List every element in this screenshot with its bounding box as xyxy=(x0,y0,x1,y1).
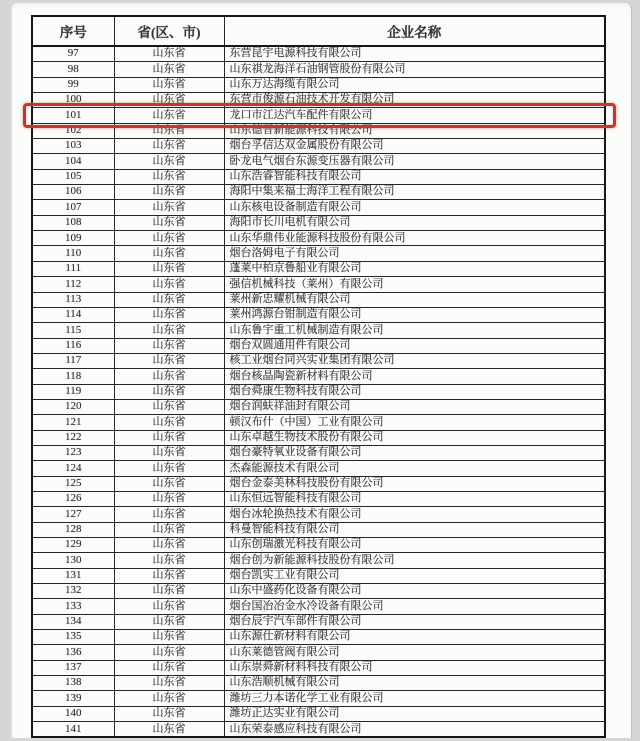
cell-company: 蓬莱中柏京鲁船业有限公司 xyxy=(224,261,605,276)
cell-province: 山东省 xyxy=(114,445,224,460)
table-body xyxy=(32,46,605,737)
table-row xyxy=(32,660,605,675)
cell-province: 山东省 xyxy=(114,77,224,92)
cell-serial: 113 xyxy=(32,292,114,307)
table-row xyxy=(32,722,605,738)
cell-company: 东营市俊源石油技术开发有限公司 xyxy=(224,93,605,108)
cell-company: 顿汉布什（中国）工业有限公司 xyxy=(224,415,605,430)
cell-company: 山东万达海缆有限公司 xyxy=(224,77,605,92)
cell-province: 山东省 xyxy=(114,722,224,738)
cell-serial: 128 xyxy=(32,522,114,537)
cell-serial: 136 xyxy=(32,645,114,660)
cell-company: 潍坊三力本诺化学工业有限公司 xyxy=(224,691,605,706)
cell-company: 龙口市江达汽车配件有限公司 xyxy=(224,108,605,123)
table-row xyxy=(32,568,605,583)
table-row xyxy=(32,399,605,414)
cell-company: 海阳市长川电机有限公司 xyxy=(224,215,605,230)
cell-serial: 106 xyxy=(32,185,114,200)
cell-province: 山东省 xyxy=(114,660,224,675)
cell-province: 山东省 xyxy=(114,476,224,491)
table-row xyxy=(32,614,605,629)
table-row xyxy=(32,338,605,353)
table-row xyxy=(32,169,605,184)
cell-company: 山东源仕新材料有限公司 xyxy=(224,630,605,645)
cell-company: 烟台孚信达双金属股份有限公司 xyxy=(224,139,605,154)
table-row xyxy=(32,461,605,476)
cell-province: 山东省 xyxy=(114,139,224,154)
cell-province: 山东省 xyxy=(114,200,224,215)
table-row xyxy=(32,476,605,491)
cell-province: 山东省 xyxy=(114,568,224,583)
cell-company: 烟台冰轮换热技术有限公司 xyxy=(224,507,605,522)
table-row xyxy=(32,706,605,721)
cell-serial: 108 xyxy=(32,215,114,230)
cell-province: 山东省 xyxy=(114,292,224,307)
cell-serial: 115 xyxy=(32,323,114,338)
cell-company: 山东祺龙海洋石油钢管股份有限公司 xyxy=(224,62,605,77)
cell-province: 山东省 xyxy=(114,522,224,537)
cell-province: 山东省 xyxy=(114,614,224,629)
cell-serial: 124 xyxy=(32,461,114,476)
cell-serial: 112 xyxy=(32,277,114,292)
cell-company: 烟台豪特氧业设备有限公司 xyxy=(224,445,605,460)
table-row xyxy=(32,630,605,645)
cell-company: 烟台舜康生物科技有限公司 xyxy=(224,384,605,399)
cell-company: 潍坊正达实业有限公司 xyxy=(224,706,605,721)
table-row xyxy=(32,62,605,77)
table-row xyxy=(32,292,605,307)
cell-serial: 125 xyxy=(32,476,114,491)
table-row xyxy=(32,369,605,384)
cell-serial: 138 xyxy=(32,676,114,691)
cell-province: 山东省 xyxy=(114,123,224,138)
table-row xyxy=(32,123,605,138)
cell-company: 莱州鸿源台钳制造有限公司 xyxy=(224,307,605,322)
cell-serial: 118 xyxy=(32,369,114,384)
cell-company: 山东莱德管阀有限公司 xyxy=(224,645,605,660)
cell-serial: 130 xyxy=(32,553,114,568)
cell-province: 山东省 xyxy=(114,169,224,184)
cell-province: 山东省 xyxy=(114,108,224,123)
cell-company: 山东卓越生物技术股份有限公司 xyxy=(224,430,605,445)
cell-serial: 105 xyxy=(32,169,114,184)
cell-serial: 137 xyxy=(32,660,114,675)
table-row xyxy=(32,507,605,522)
cell-company: 核工业烟台同兴实业集团有限公司 xyxy=(224,353,605,368)
cell-province: 山东省 xyxy=(114,676,224,691)
cell-province: 山东省 xyxy=(114,430,224,445)
table-row xyxy=(32,246,605,261)
cell-province: 山东省 xyxy=(114,261,224,276)
cell-company: 烟台辰宇汽车部件有限公司 xyxy=(224,614,605,629)
cell-province: 山东省 xyxy=(114,338,224,353)
cell-serial: 100 xyxy=(32,93,114,108)
table-row xyxy=(32,691,605,706)
table-row xyxy=(32,599,605,614)
cell-serial: 107 xyxy=(32,200,114,215)
cell-province: 山东省 xyxy=(114,599,224,614)
cell-province: 山东省 xyxy=(114,185,224,200)
cell-province: 山东省 xyxy=(114,584,224,599)
cell-serial: 110 xyxy=(32,246,114,261)
cell-company: 烟台核晶陶瓷新材料有限公司 xyxy=(224,369,605,384)
cell-province: 山东省 xyxy=(114,399,224,414)
cell-serial: 98 xyxy=(32,62,114,77)
cell-serial: 120 xyxy=(32,399,114,414)
cell-serial: 132 xyxy=(32,584,114,599)
cell-province: 山东省 xyxy=(114,645,224,660)
cell-province: 山东省 xyxy=(114,415,224,430)
screenshot-root xyxy=(0,3,640,741)
cell-company: 山东恒远智能科技有限公司 xyxy=(224,491,605,506)
cell-company: 山东创瑞激光科技有限公司 xyxy=(224,538,605,553)
cell-province: 山东省 xyxy=(114,154,224,169)
cell-serial: 99 xyxy=(32,77,114,92)
cell-serial: 133 xyxy=(32,599,114,614)
table-row xyxy=(32,46,605,62)
table-row xyxy=(32,307,605,322)
cell-serial: 126 xyxy=(32,491,114,506)
cell-province: 山东省 xyxy=(114,277,224,292)
cell-company: 山东鲁宇重工机械制造有限公司 xyxy=(224,323,605,338)
cell-serial: 103 xyxy=(32,139,114,154)
cell-company: 山东崇舜新材料科技有限公司 xyxy=(224,660,605,675)
table-row xyxy=(32,93,605,108)
cell-company: 烟台润蚨祥油封有限公司 xyxy=(224,399,605,414)
cell-company: 山东浩顺机械有限公司 xyxy=(224,676,605,691)
cell-company: 山东浩睿智能科技有限公司 xyxy=(224,169,605,184)
table-row xyxy=(32,445,605,460)
cell-company: 山东华鼎伟业能源科技股份有限公司 xyxy=(224,231,605,246)
cell-province: 山东省 xyxy=(114,353,224,368)
table-row xyxy=(32,430,605,445)
cell-company: 烟台双圆通用件有限公司 xyxy=(224,338,605,353)
cell-company: 强信机械科技（莱州）有限公司 xyxy=(224,277,605,292)
cell-company: 烟台洛姆电子有限公司 xyxy=(224,246,605,261)
cell-serial: 97 xyxy=(32,46,114,62)
table-row xyxy=(32,154,605,169)
col-header-serial: 序号 xyxy=(32,16,114,46)
table-row xyxy=(32,231,605,246)
table-row xyxy=(32,538,605,553)
table-row xyxy=(32,323,605,338)
cell-province: 山东省 xyxy=(114,461,224,476)
cell-serial: 139 xyxy=(32,691,114,706)
cell-province: 山东省 xyxy=(114,62,224,77)
table-row xyxy=(32,200,605,215)
cell-serial: 117 xyxy=(32,353,114,368)
cell-serial: 129 xyxy=(32,538,114,553)
table-row xyxy=(32,277,605,292)
cell-company: 烟台创为新能源科技股份有限公司 xyxy=(224,553,605,568)
table-row xyxy=(32,353,605,368)
cell-province: 山东省 xyxy=(114,507,224,522)
cell-company: 山东德晋新能源科技有限公司 xyxy=(224,123,605,138)
cell-company: 烟台金泰美林科技股份有限公司 xyxy=(224,476,605,491)
table-row xyxy=(32,215,605,230)
cell-province: 山东省 xyxy=(114,706,224,721)
cell-province: 山东省 xyxy=(114,630,224,645)
cell-serial: 101 xyxy=(32,108,114,123)
cell-serial: 119 xyxy=(32,384,114,399)
cell-company: 烟台凯实工业有限公司 xyxy=(224,568,605,583)
cell-company: 海阳中集来福士海洋工程有限公司 xyxy=(224,185,605,200)
table-row xyxy=(32,384,605,399)
cell-province: 山东省 xyxy=(114,93,224,108)
cell-province: 山东省 xyxy=(114,231,224,246)
cell-province: 山东省 xyxy=(114,538,224,553)
cell-province: 山东省 xyxy=(114,307,224,322)
table-row xyxy=(32,415,605,430)
cell-province: 山东省 xyxy=(114,384,224,399)
cell-serial: 127 xyxy=(32,507,114,522)
cell-province: 山东省 xyxy=(114,46,224,62)
cell-province: 山东省 xyxy=(114,553,224,568)
cell-company: 东营昆宇电源科技有限公司 xyxy=(224,46,605,62)
cell-serial: 116 xyxy=(32,338,114,353)
cell-company: 科曼智能科技有限公司 xyxy=(224,522,605,537)
table-row xyxy=(32,584,605,599)
cell-serial: 114 xyxy=(32,307,114,322)
cell-serial: 141 xyxy=(32,722,114,738)
cell-serial: 134 xyxy=(32,614,114,629)
cell-province: 山东省 xyxy=(114,691,224,706)
cell-province: 山东省 xyxy=(114,246,224,261)
cell-serial: 104 xyxy=(32,154,114,169)
table-row xyxy=(32,77,605,92)
cell-serial: 102 xyxy=(32,123,114,138)
cell-province: 山东省 xyxy=(114,491,224,506)
table-row xyxy=(32,676,605,691)
col-header-province: 省(区、市) xyxy=(114,16,224,46)
cell-serial: 123 xyxy=(32,445,114,460)
cell-company: 卧龙电气烟台东源变压器有限公司 xyxy=(224,154,605,169)
cell-company: 山东荣泰感应科技有限公司 xyxy=(224,722,605,738)
table-row xyxy=(32,139,605,154)
table-row xyxy=(32,553,605,568)
cell-province: 山东省 xyxy=(114,369,224,384)
scanned-page xyxy=(11,3,632,738)
table-row xyxy=(32,185,605,200)
table-row xyxy=(32,261,605,276)
table-row xyxy=(32,645,605,660)
cell-serial: 131 xyxy=(32,568,114,583)
cell-serial: 140 xyxy=(32,706,114,721)
cell-company: 杰森能源技术有限公司 xyxy=(224,461,605,476)
cell-serial: 121 xyxy=(32,415,114,430)
cell-serial: 111 xyxy=(32,261,114,276)
cell-serial: 122 xyxy=(32,430,114,445)
cell-serial: 109 xyxy=(32,231,114,246)
cell-province: 山东省 xyxy=(114,215,224,230)
company-table xyxy=(31,15,606,738)
table-row xyxy=(32,108,605,123)
col-header-company: 企业名称 xyxy=(224,16,605,46)
table-row xyxy=(32,491,605,506)
cell-company: 莱州新忠耀机械有限公司 xyxy=(224,292,605,307)
table-header xyxy=(32,16,605,46)
cell-province: 山东省 xyxy=(114,323,224,338)
cell-company: 烟台国冶冶金水冷设备有限公司 xyxy=(224,599,605,614)
cell-serial: 135 xyxy=(32,630,114,645)
header-row xyxy=(32,16,605,46)
cell-company: 山东核电设备制造有限公司 xyxy=(224,200,605,215)
table-row xyxy=(32,522,605,537)
cell-company: 山东中盛药化设备有限公司 xyxy=(224,584,605,599)
